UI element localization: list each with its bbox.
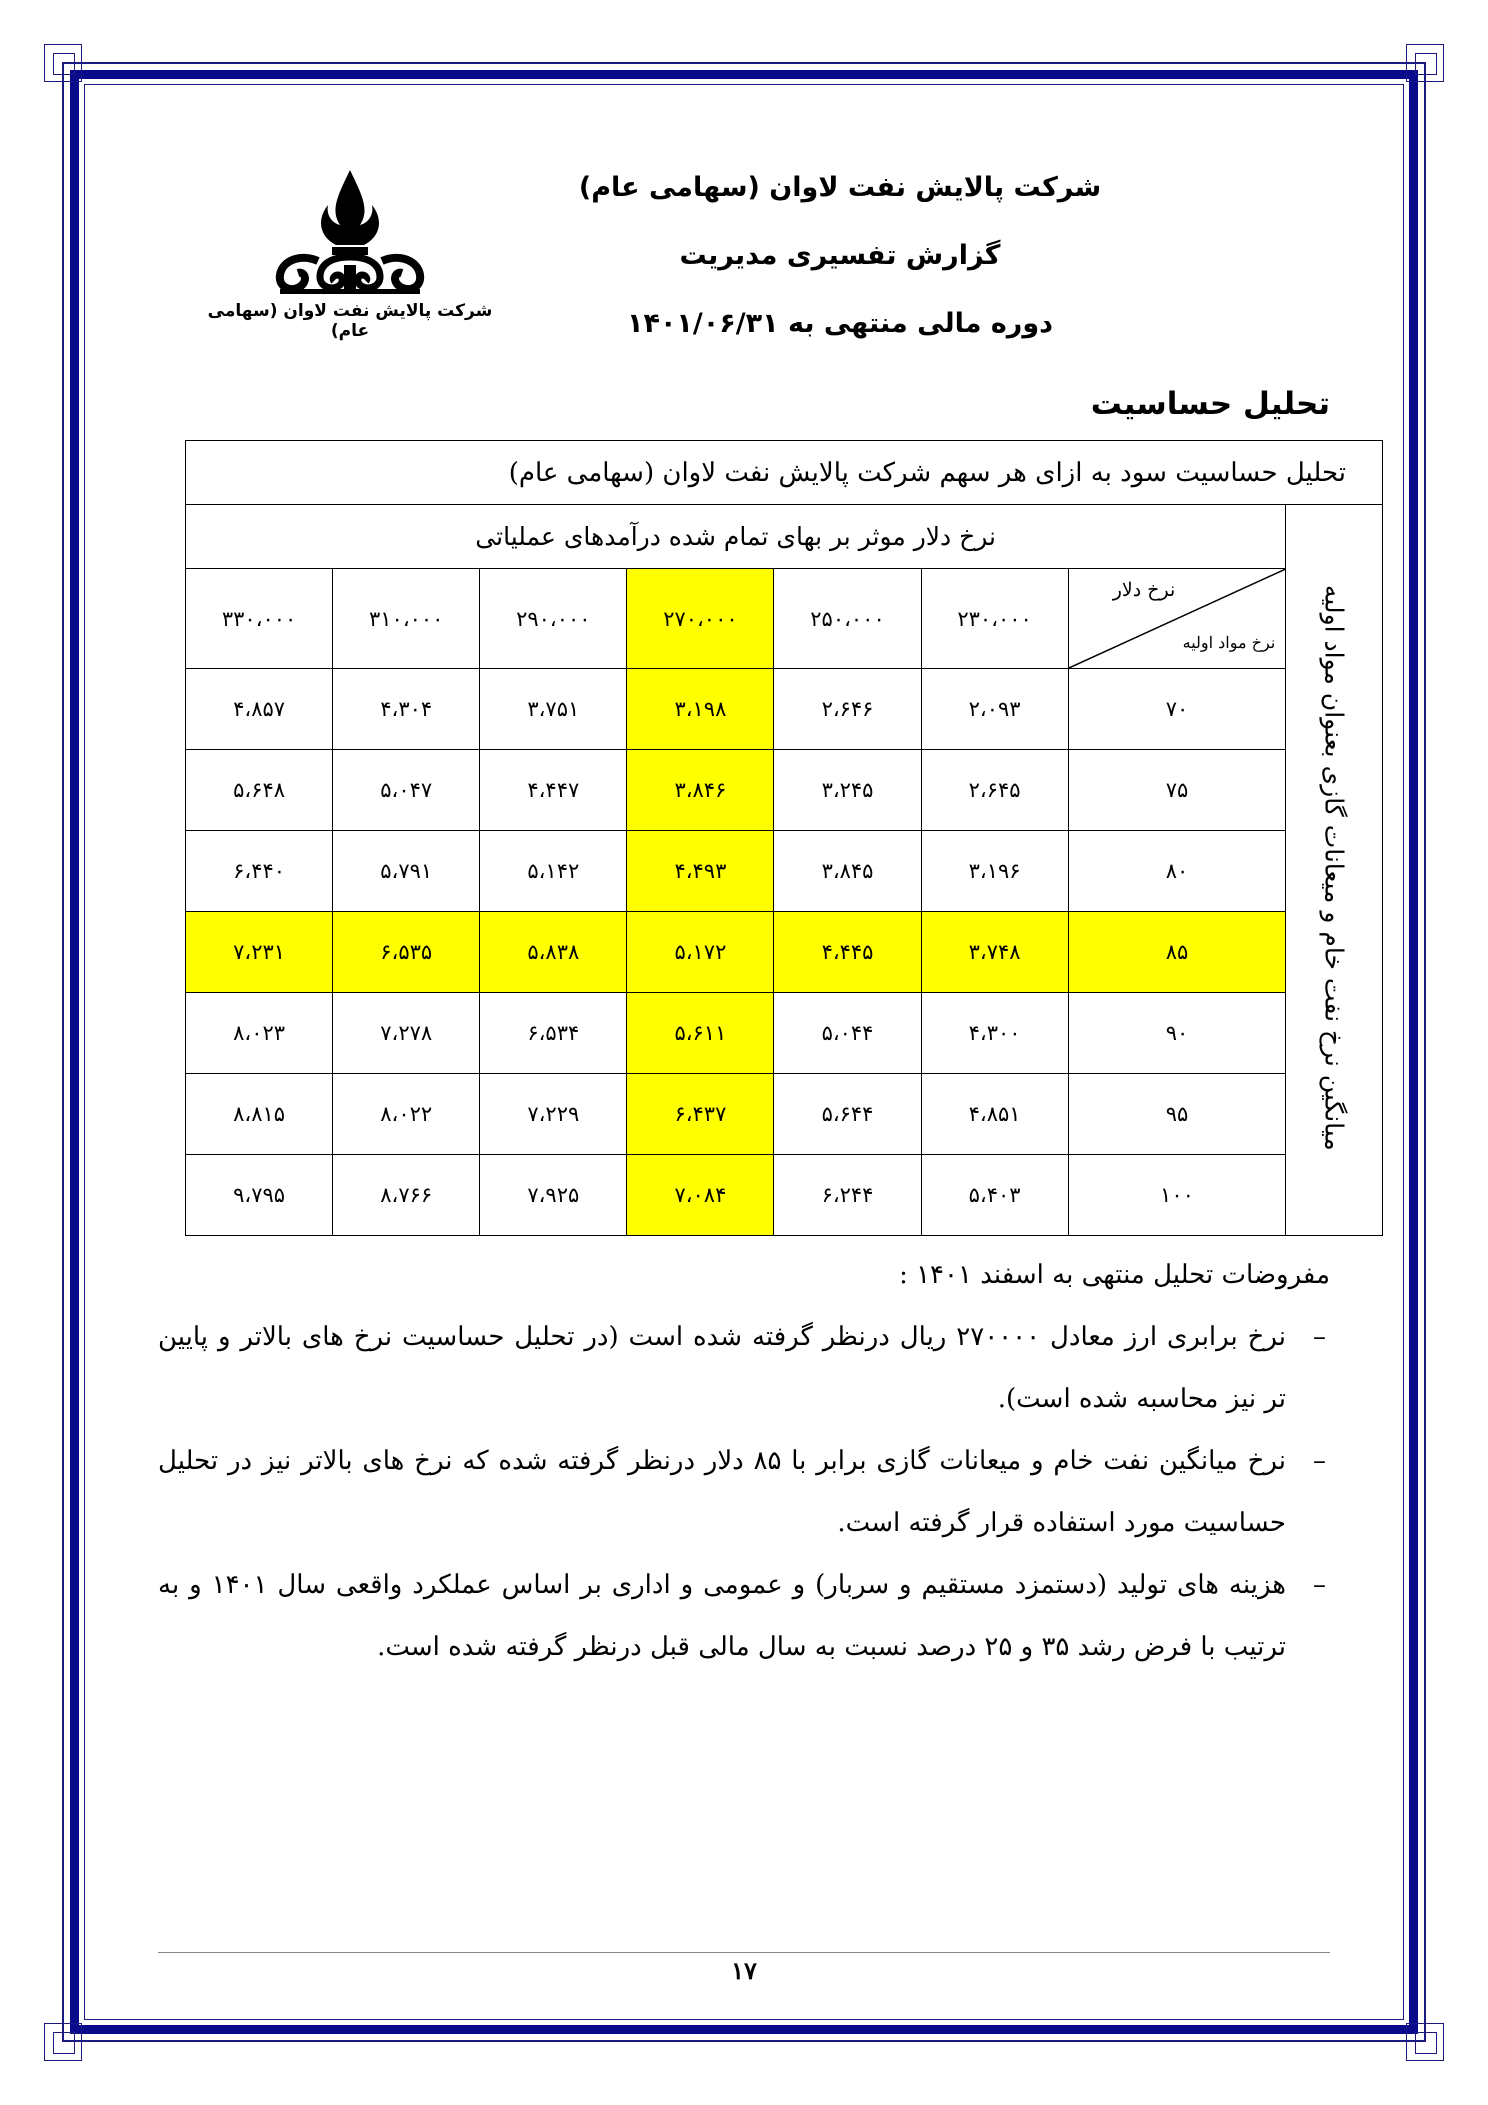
table-cell: ۵،۸۳۸ [480, 912, 627, 993]
table-cell: ۶،۵۳۵ [333, 912, 480, 993]
column-header: ۲۳۰،۰۰۰ [921, 569, 1068, 669]
corner-header-cell [1068, 569, 1286, 669]
table-cell: ۸،۷۶۶ [333, 1155, 480, 1236]
row-axis-label: میانگین نرخ نفت خام و میعانات گازی بعنوان مواد اولیه [1319, 585, 1349, 1151]
column-group-row [186, 505, 1383, 569]
section-title: تحلیل حساسیت [1090, 386, 1330, 422]
table-cell: ۲،۶۴۵ [921, 750, 1068, 831]
table-cell: ۴،۴۴۷ [480, 750, 627, 831]
table-cell: ۴،۴۹۳ [627, 831, 774, 912]
note-text: نرخ برابری ارز معادل ۲۷۰۰۰۰ ریال درنظر گرفته شده است (در تحلیل حساسیت نرخ های بالاتر و پایین تر نیز محاسبه شده است). [158, 1322, 1287, 1414]
sensitivity-table [185, 440, 1383, 1236]
list-item [158, 1306, 1330, 1430]
table-cell: ۵،۷۹۱ [333, 831, 480, 912]
note-text: نرخ میانگین نفت خام و میعانات گازی برابر با ۸۵ دلار درنظر گرفته شده که نرخ های بالاتر نیز در تحلیل حساسیت مورد استفاده قرار گرفته است. [158, 1446, 1286, 1538]
table-cell: ۵،۶۴۴ [774, 1074, 921, 1155]
row-header: ۹۰ [1068, 993, 1286, 1074]
table-cell: ۵،۶۱۱ [627, 993, 774, 1074]
table-cell: ۶،۴۳۷ [627, 1074, 774, 1155]
report-period: دوره مالی منتهی به ۱۴۰۱/۰۶/۳۱ [626, 308, 1053, 339]
table-cell: ۵،۰۴۷ [333, 750, 480, 831]
table-row [186, 669, 1383, 750]
row-header: ۱۰۰ [1068, 1155, 1286, 1236]
column-group-label: نرخ دلار موثر بر بهای تمام شده درآمدهای عملیاتی [186, 505, 1286, 569]
bullet-dash: – [1313, 1446, 1326, 1476]
table-cell: ۷،۹۲۵ [480, 1155, 627, 1236]
table-cell: ۵،۴۰۳ [921, 1155, 1068, 1236]
table-cell: ۸،۰۲۲ [333, 1074, 480, 1155]
assumptions-notes [158, 1244, 1330, 1678]
table-cell: ۷،۲۷۸ [333, 993, 480, 1074]
table-cell: ۳،۷۵۱ [480, 669, 627, 750]
list-item [158, 1554, 1330, 1678]
table-cell: ۹،۷۹۵ [186, 1155, 333, 1236]
table-cell: ۲،۰۹۳ [921, 669, 1068, 750]
table-cell: ۳،۲۴۵ [774, 750, 921, 831]
table-cell: ۳،۱۹۶ [921, 831, 1068, 912]
footer-divider [158, 1952, 1330, 1953]
page-number: ۱۷ [731, 1956, 757, 1985]
table-cell: ۶،۲۴۴ [774, 1155, 921, 1236]
row-header: ۷۵ [1068, 750, 1286, 831]
table-row [186, 1155, 1383, 1236]
table-cell: ۵،۰۴۴ [774, 993, 921, 1074]
table-row [186, 912, 1383, 993]
table-cell: ۴،۸۵۷ [186, 669, 333, 750]
table-row [186, 1074, 1383, 1155]
table-row [186, 831, 1383, 912]
table-cell: ۴،۸۵۱ [921, 1074, 1068, 1155]
row-axis-cell [1286, 505, 1383, 1236]
row-header: ۸۰ [1068, 831, 1286, 912]
table-cell: ۴،۳۰۴ [333, 669, 480, 750]
column-header: ۲۷۰،۰۰۰ [627, 569, 774, 669]
column-header-row [186, 569, 1383, 669]
corner-top-label: نرخ دلار [1112, 579, 1176, 601]
row-header: ۷۰ [1068, 669, 1286, 750]
notes-title: مفروضات تحلیل منتهی به اسفند ۱۴۰۱ : [899, 1260, 1330, 1290]
table-row [186, 750, 1383, 831]
column-header: ۲۹۰،۰۰۰ [480, 569, 627, 669]
column-header: ۳۳۰،۰۰۰ [186, 569, 333, 669]
logo-caption: شرکت پالایش نفت لاوان (سهامی عام) [207, 301, 493, 341]
table-row [186, 993, 1383, 1074]
table-cell: ۷،۰۸۴ [627, 1155, 774, 1236]
document-header [560, 154, 1120, 358]
table-cell: ۸،۰۲۳ [186, 993, 333, 1074]
bullet-dash: – [1313, 1322, 1326, 1352]
flame-logo-icon [260, 165, 440, 295]
table-cell: ۳،۷۴۸ [921, 912, 1068, 993]
table-cell: ۷،۲۲۹ [480, 1074, 627, 1155]
table-cell: ۵،۱۷۲ [627, 912, 774, 993]
note-text: هزینه های تولید (دستمزد مستقیم و سربار) و عمومی و اداری بر اساس عملکرد واقعی سال ۱۴۰۱ و به ترتیب با فرض رشد ۳۵ و ۲۵ درصد نسبت به سال مالی قبل درنظر گرفته شده است. [158, 1570, 1286, 1662]
table-cell: ۶،۵۳۴ [480, 993, 627, 1074]
column-header: ۳۱۰،۰۰۰ [333, 569, 480, 669]
row-header: ۸۵ [1068, 912, 1286, 993]
table-title: تحلیل حساسیت سود به ازای هر سهم شرکت پالایش نفت لاوان (سهامی عام) [186, 441, 1383, 505]
table-title-row [186, 441, 1383, 505]
table-cell: ۴،۳۰۰ [921, 993, 1068, 1074]
list-item [158, 1430, 1330, 1554]
notes-list [158, 1306, 1330, 1678]
table-cell: ۵،۶۴۸ [186, 750, 333, 831]
company-name: شرکت پالایش نفت لاوان (سهامی عام) [578, 172, 1102, 203]
corner-diagonal [1069, 569, 1286, 668]
column-header: ۲۵۰،۰۰۰ [774, 569, 921, 669]
company-logo [200, 165, 500, 345]
report-title: گزارش تفسیری مدیریت [679, 240, 1001, 271]
table-cell: ۳،۱۹۸ [627, 669, 774, 750]
table-cell: ۶،۴۴۰ [186, 831, 333, 912]
bullet-dash: – [1313, 1570, 1326, 1600]
table-cell: ۵،۱۴۲ [480, 831, 627, 912]
table-cell: ۳،۸۴۵ [774, 831, 921, 912]
table-cell: ۴،۴۴۵ [774, 912, 921, 993]
table-cell: ۲،۶۴۶ [774, 669, 921, 750]
table-cell: ۸،۸۱۵ [186, 1074, 333, 1155]
table-cell: ۳،۸۴۶ [627, 750, 774, 831]
table-cell: ۷،۲۳۱ [186, 912, 333, 993]
corner-bottom-label: نرخ مواد اولیه [1182, 633, 1276, 652]
row-header: ۹۵ [1068, 1074, 1286, 1155]
